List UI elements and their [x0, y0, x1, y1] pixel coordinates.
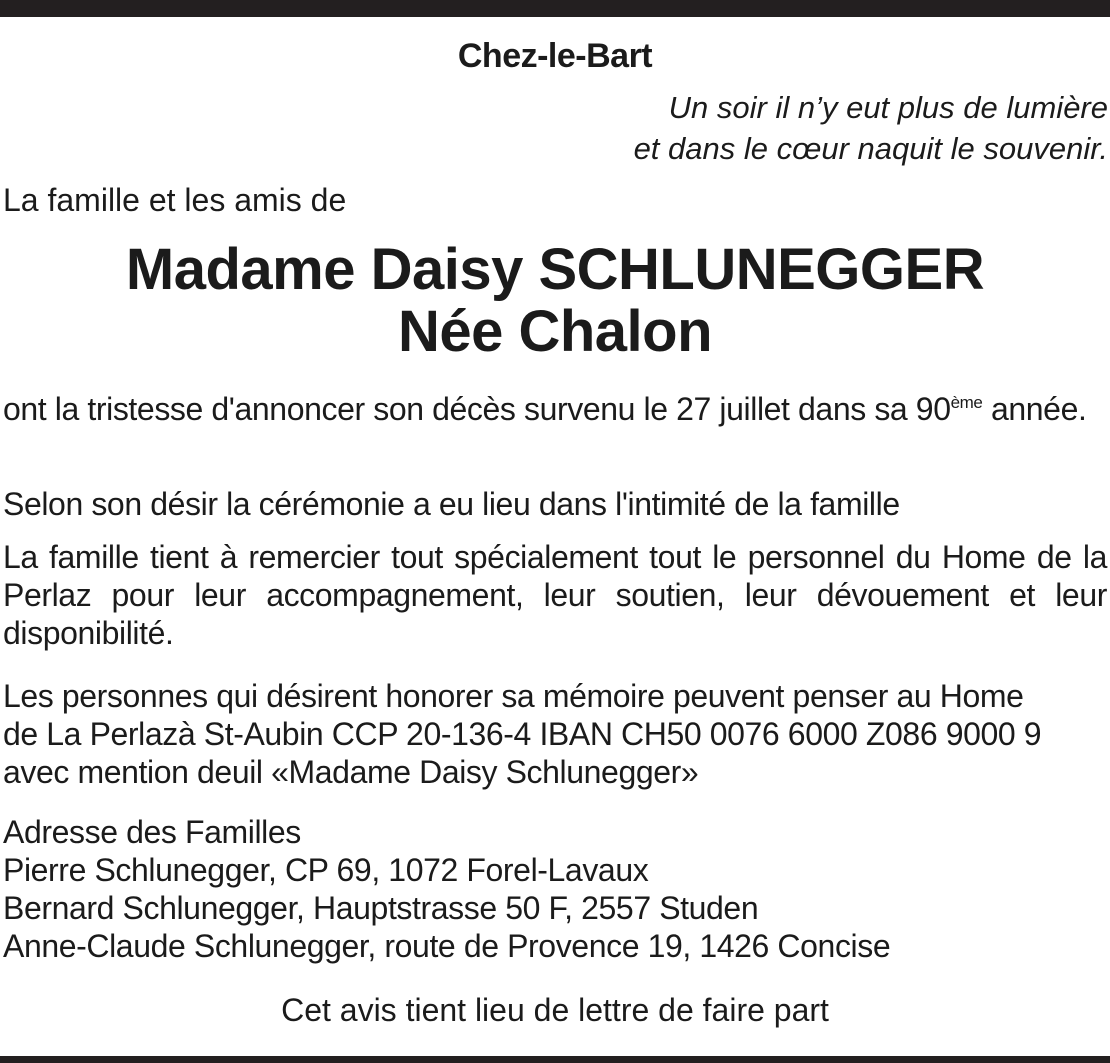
- thanks-paragraph: La famille tient à remercier tout spécialement tout le personnel du Home de la Perlaz pour leur accompagnement, leur soutien, leur dévouement et leur disponibilité.: [3, 539, 1107, 651]
- ordinal-suffix: ème: [950, 393, 983, 412]
- address-entry: Bernard Schlunegger, Hauptstrasse 50 F, 2557 Studen: [3, 890, 759, 926]
- top-rule: [0, 0, 1110, 17]
- closing-note: Cet avis tient lieu de lettre de faire part: [281, 992, 829, 1028]
- announcement-text: ont la tristesse d'annoncer son décès survenu le 27 juillet dans sa 90: [3, 391, 951, 427]
- address-entry: Anne-Claude Schlunegger, route de Provence 19, 1426 Concise: [3, 928, 891, 964]
- epigraph-line-2: et dans le cœur naquit le souvenir.: [633, 131, 1108, 166]
- announcement-suffix: année.: [982, 391, 1087, 427]
- deceased-name-block: [0, 239, 1110, 363]
- maiden-name: Née Chalon: [397, 299, 713, 364]
- bottom-rule: [0, 1056, 1110, 1063]
- intro-text: La famille et les amis de: [3, 182, 347, 218]
- donation-line-3: avec mention deuil «Madame Daisy Schlunegger»: [3, 754, 699, 790]
- announcement-paragraph: [3, 390, 1107, 428]
- ceremony-paragraph: Selon son désir la cérémonie a eu lieu dans l'intimité de la famille: [3, 486, 900, 522]
- address-entry: Pierre Schlunegger, CP 69, 1072 Forel-Lavaux: [3, 852, 649, 888]
- epigraph: [408, 87, 1108, 169]
- family-addresses: [3, 813, 1107, 965]
- epigraph-line-1: Un soir il n’y eut plus de lumière: [668, 90, 1108, 125]
- donation-line-1: Les personnes qui désirent honorer sa mémoire peuvent penser au Home: [3, 678, 1024, 714]
- addresses-heading: Adresse des Familles: [3, 814, 301, 850]
- death-notice: [0, 17, 1110, 1056]
- location-heading: Chez-le-Bart: [457, 37, 653, 75]
- donation-paragraph: [3, 677, 1107, 791]
- deceased-name: Madame Daisy SCHLUNEGGER: [125, 237, 985, 302]
- donation-line-2: de La Perlazà St-Aubin CCP 20-136-4 IBAN CH50 0076 6000 Z086 9000 9: [3, 716, 1042, 752]
